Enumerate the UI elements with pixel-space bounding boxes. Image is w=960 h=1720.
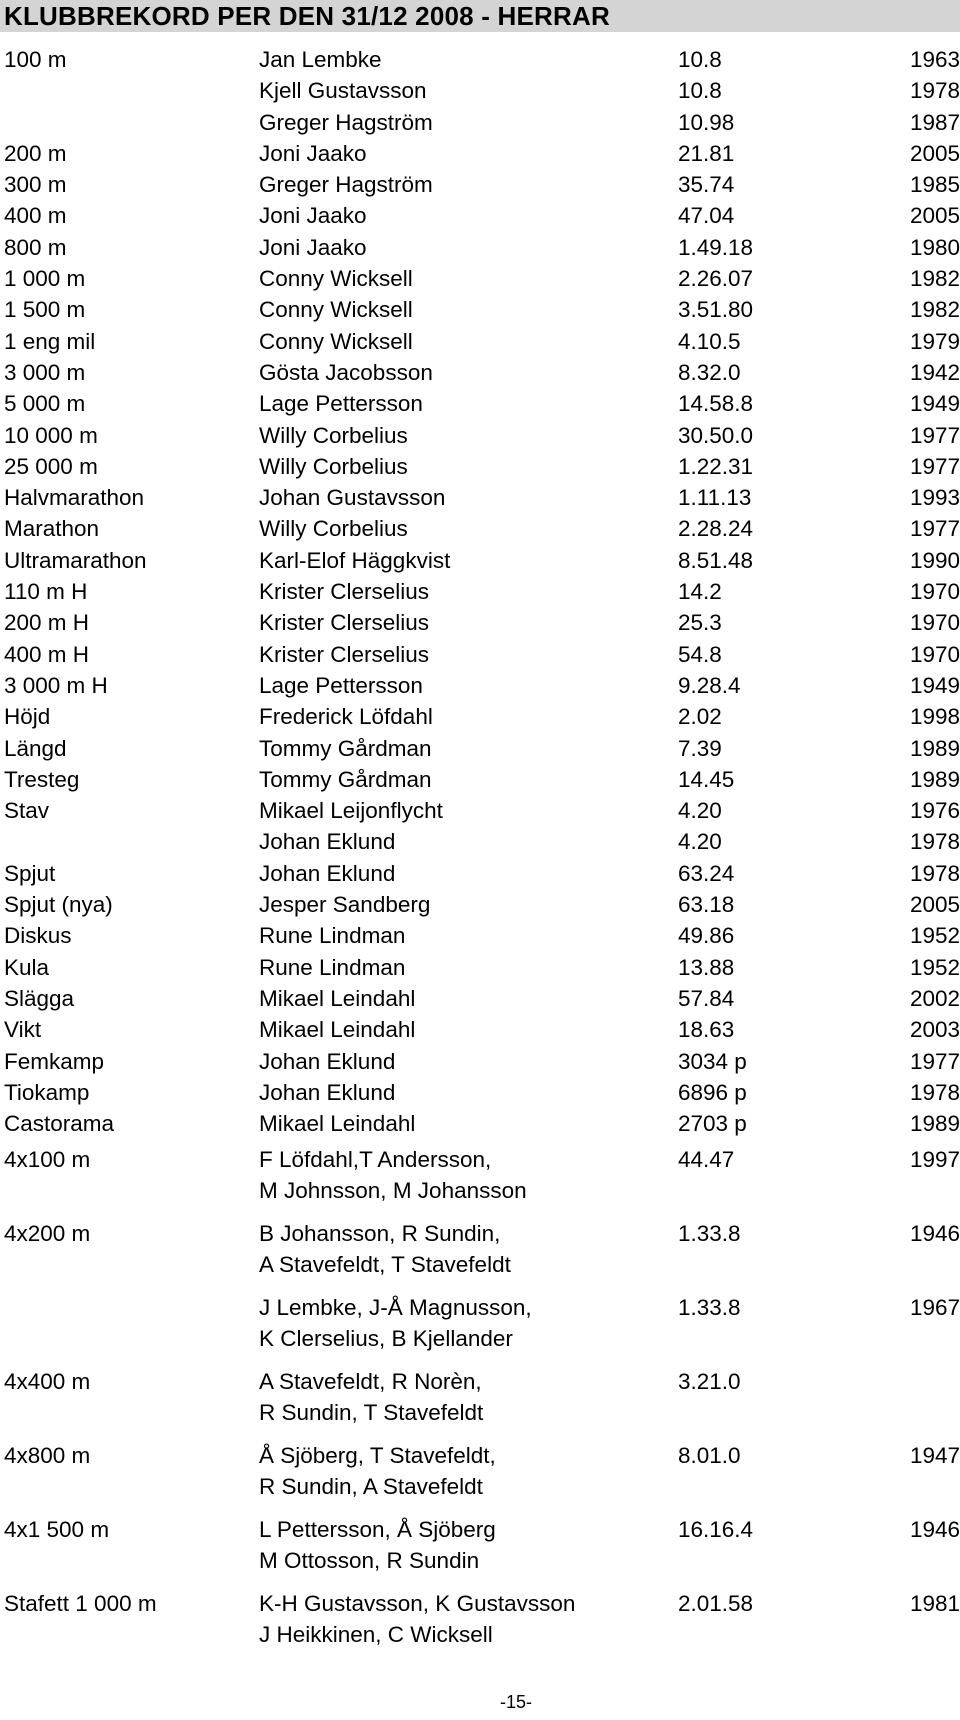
record-result: 47.04 [678, 203, 735, 229]
relay-result: 1.33.8 [678, 1221, 741, 1246]
record-event: Marathon [4, 516, 100, 542]
record-year: 1978 [909, 860, 960, 886]
relay-year: 1981 [909, 1591, 960, 1616]
record-result: 10.8 [678, 47, 722, 72]
record-event: 400 m [4, 203, 67, 229]
record-row [0, 263, 960, 294]
record-event: Femkamp [4, 1048, 105, 1074]
record-row [0, 482, 960, 513]
relay-result: 1.33.8 [678, 1295, 741, 1320]
page-title: KLUBBREKORD PER DEN 31/12 2008 - HERRAR [0, 0, 960, 32]
page-number: -15- [499, 1692, 532, 1712]
record-event: Spjut (nya) [4, 892, 113, 918]
record-event: Kula [4, 954, 50, 980]
record-athlete: Willy Corbelius [259, 422, 408, 448]
record-year: 1977 [909, 1048, 960, 1074]
record-athlete: Karl-Elof Häggkvist [259, 547, 451, 573]
record-year: 1976 [909, 798, 960, 824]
record-year: 1978 [909, 1079, 960, 1105]
relay-team-line-1: Å Sjöberg, T Stavefeldt, [259, 1443, 496, 1468]
record-row [0, 952, 960, 983]
record-row [0, 232, 960, 263]
record-event: Längd [4, 735, 67, 761]
record-athlete: Tommy Gårdman [259, 766, 432, 792]
relay-year: 1967 [909, 1295, 960, 1320]
record-result: 1.22.31 [678, 453, 754, 479]
record-result: 4.20 [678, 829, 722, 855]
record-athlete: Rune Lindman [259, 923, 406, 949]
record-result: 63.24 [678, 860, 735, 886]
record-athlete: Jesper Sandberg [259, 892, 431, 918]
relay-row [0, 1218, 960, 1280]
record-row [0, 733, 960, 764]
record-result: 8.32.0 [678, 359, 741, 385]
record-row [0, 639, 960, 670]
record-year: 1963 [909, 47, 960, 72]
relay-result: 8.01.0 [678, 1443, 741, 1468]
record-athlete: Johan Eklund [259, 1048, 396, 1074]
record-result: 14.2 [678, 579, 722, 605]
record-athlete: Kjell Gustavsson [259, 78, 427, 104]
record-row [0, 1108, 960, 1139]
record-row [0, 44, 960, 75]
relay-result: 3.21.0 [678, 1369, 741, 1394]
record-event: 1 000 m [4, 266, 86, 292]
record-result: 21.81 [678, 140, 735, 166]
record-athlete: Mikael Leindahl [259, 1111, 416, 1137]
record-year: 1985 [909, 172, 960, 198]
record-result: 3.51.80 [678, 297, 754, 323]
record-year: 1989 [909, 735, 960, 761]
record-result: 6896 p [678, 1079, 747, 1105]
record-row [0, 795, 960, 826]
record-year: 1970 [909, 610, 960, 636]
record-year: 1970 [909, 641, 960, 667]
relay-year: 1947 [909, 1443, 960, 1468]
record-row [0, 889, 960, 920]
relay-team-line-1: A Stavefeldt, R Norèn, [259, 1369, 482, 1394]
relay-result: 16.16.4 [678, 1517, 754, 1542]
record-result: 30.50.0 [678, 422, 754, 448]
record-athlete: Lage Pettersson [259, 391, 423, 417]
relay-event: Stafett 1 000 m [4, 1591, 157, 1616]
record-athlete: Lage Pettersson [259, 672, 423, 698]
record-result: 1.49.18 [678, 234, 754, 260]
relay-team-line-1: B Johansson, R Sundin, [259, 1221, 501, 1246]
record-event: Tresteg [4, 766, 80, 792]
relay-year: 1997 [909, 1147, 960, 1172]
record-event: 100 m [4, 47, 67, 72]
record-row [0, 107, 960, 138]
record-athlete: Conny Wicksell [259, 328, 413, 354]
record-result: 63.18 [678, 892, 735, 918]
record-row [0, 1077, 960, 1108]
record-event: 300 m [4, 172, 67, 198]
record-row [0, 826, 960, 857]
record-year: 1949 [909, 672, 960, 698]
record-row [0, 858, 960, 889]
record-athlete: Johan Eklund [259, 860, 396, 886]
record-event: Spjut [4, 860, 56, 886]
record-athlete: Mikael Leindahl [259, 1017, 416, 1043]
record-year: 2005 [909, 140, 960, 166]
record-athlete: Tommy Gårdman [259, 735, 432, 761]
relay-event: 4x1 500 m [4, 1517, 110, 1542]
record-athlete: Johan Eklund [259, 829, 396, 855]
record-athlete: Joni Jaako [259, 203, 367, 229]
relay-event: 4x200 m [4, 1221, 91, 1246]
record-event: 5 000 m [4, 391, 86, 417]
record-athlete: Johan Gustavsson [259, 485, 446, 511]
record-athlete: Mikael Leijonflycht [259, 798, 443, 824]
relay-year: 1946 [909, 1221, 960, 1246]
record-result: 1.11.13 [678, 485, 752, 511]
record-event: Diskus [4, 923, 72, 949]
record-row [0, 138, 960, 169]
record-row [0, 920, 960, 951]
record-year: 1970 [909, 579, 960, 605]
record-event: 110 m H [4, 579, 88, 605]
record-athlete: Willy Corbelius [259, 516, 408, 542]
record-event: Halvmarathon [4, 485, 145, 511]
record-row [0, 670, 960, 701]
record-event: Höjd [4, 704, 51, 730]
record-year: 1977 [909, 422, 960, 448]
relay-team-line-1: K-H Gustavsson, K Gustavsson [259, 1591, 576, 1616]
record-year: 1949 [909, 391, 960, 417]
relay-team-line-2: M Johnsson, M Johansson [259, 1178, 527, 1203]
record-athlete: Gösta Jacobsson [259, 359, 433, 385]
record-result: 3034 p [678, 1048, 747, 1074]
record-result: 14.45 [678, 766, 735, 792]
record-event: Slägga [4, 985, 75, 1011]
record-row [0, 294, 960, 325]
record-event: Vikt [4, 1017, 42, 1043]
relay-records-table [0, 1144, 960, 1662]
record-row [0, 1014, 960, 1045]
record-year: 1978 [909, 829, 960, 855]
record-year: 1978 [909, 78, 960, 104]
relay-team-line-1: L Pettersson, Å Sjöberg [259, 1517, 496, 1542]
record-row [0, 200, 960, 231]
record-year: 2003 [909, 1017, 960, 1043]
record-result: 10.8 [678, 78, 722, 104]
record-athlete: Joni Jaako [259, 234, 367, 260]
record-year: 1987 [909, 109, 960, 135]
record-result: 2703 p [678, 1111, 747, 1137]
record-event: 200 m [4, 140, 67, 166]
relay-row [0, 1292, 960, 1354]
record-event: Castorama [4, 1111, 115, 1137]
record-row [0, 420, 960, 451]
record-athlete: Rune Lindman [259, 954, 406, 980]
record-athlete: Krister Clerselius [259, 641, 430, 667]
record-athlete: Greger Hagström [259, 109, 433, 135]
record-year: 1989 [909, 1111, 960, 1137]
record-event: 800 m [4, 234, 67, 260]
relay-year: 1946 [909, 1517, 960, 1542]
record-year: 1942 [909, 359, 960, 385]
record-result: 25.3 [678, 610, 722, 636]
record-result: 9.28.4 [678, 672, 741, 698]
record-result: 7.39 [678, 735, 722, 761]
record-row [0, 983, 960, 1014]
relay-team-line-2: J Heikkinen, C Wicksell [259, 1622, 493, 1647]
relay-event: 4x800 m [4, 1443, 91, 1468]
record-athlete: Willy Corbelius [259, 453, 408, 479]
relay-team-line-1: J Lembke, J-Å Magnusson, [259, 1295, 532, 1320]
record-event: 1 eng mil [4, 328, 96, 354]
record-row [0, 513, 960, 544]
record-athlete: Mikael Leindahl [259, 985, 416, 1011]
relay-row [0, 1144, 960, 1206]
record-result: 2.28.24 [678, 516, 754, 542]
record-event: 400 m H [4, 641, 90, 667]
record-athlete: Johan Eklund [259, 1079, 396, 1105]
record-row [0, 75, 960, 106]
record-year: 1982 [909, 297, 960, 323]
record-year: 1982 [909, 266, 960, 292]
relay-row [0, 1440, 960, 1502]
record-row [0, 169, 960, 200]
record-event: Tiokamp [4, 1079, 90, 1105]
record-year: 2002 [909, 985, 960, 1011]
record-result: 2.02 [678, 704, 722, 730]
record-row [0, 1046, 960, 1077]
relay-team-line-1: F Löfdahl,T Andersson, [259, 1147, 492, 1172]
record-row [0, 576, 960, 607]
record-row [0, 764, 960, 795]
record-athlete: Greger Hagström [259, 172, 433, 198]
record-row [0, 388, 960, 419]
record-result: 18.63 [678, 1017, 735, 1043]
relay-team-line-2: R Sundin, A Stavefeldt [259, 1474, 483, 1499]
relay-team-line-2: A Stavefeldt, T Stavefeldt [259, 1252, 511, 1277]
record-result: 54.8 [678, 641, 722, 667]
record-athlete: Conny Wicksell [259, 297, 413, 323]
record-year: 1977 [909, 516, 960, 542]
relay-row [0, 1514, 960, 1576]
relay-team-line-2: M Ottosson, R Sundin [259, 1548, 480, 1573]
record-row [0, 607, 960, 638]
relay-team-line-2: R Sundin, T Stavefeldt [259, 1400, 484, 1425]
relay-team-line-2: K Clerselius, B Kjellander [259, 1326, 513, 1351]
record-result: 10.98 [678, 109, 735, 135]
record-year: 1989 [909, 766, 960, 792]
record-year: 1980 [909, 234, 960, 260]
record-result: 35.74 [678, 172, 735, 198]
relay-result: 44.47 [678, 1147, 735, 1172]
record-event: 10 000 m [4, 422, 98, 448]
record-athlete: Jan Lembke [259, 47, 382, 72]
record-result: 49.86 [678, 923, 735, 949]
record-year: 2005 [909, 892, 960, 918]
record-athlete: Krister Clerselius [259, 610, 430, 636]
record-athlete: Krister Clerselius [259, 579, 430, 605]
record-year: 1952 [909, 923, 960, 949]
record-year: 1998 [909, 704, 960, 730]
record-result: 2.26.07 [678, 266, 754, 292]
record-event: 3 000 m [4, 359, 86, 385]
record-year: 1952 [909, 954, 960, 980]
record-row [0, 326, 960, 357]
record-event: 25 000 m [4, 453, 98, 479]
record-result: 4.20 [678, 798, 722, 824]
record-row [0, 357, 960, 388]
relay-event: 4x100 m [4, 1147, 91, 1172]
record-year: 1979 [909, 328, 960, 354]
record-athlete: Frederick Löfdahl [259, 704, 433, 730]
record-year: 1977 [909, 453, 960, 479]
record-event: 3 000 m H [4, 672, 108, 698]
record-event: Stav [4, 798, 50, 824]
record-event: 1 500 m [4, 297, 86, 323]
record-result: 57.84 [678, 985, 735, 1011]
relay-row [0, 1588, 960, 1650]
record-result: 8.51.48 [678, 547, 754, 573]
record-event: Ultramarathon [4, 547, 147, 573]
record-year: 1993 [909, 485, 960, 511]
record-athlete: Joni Jaako [259, 140, 367, 166]
record-result: 4.10.5 [678, 328, 741, 354]
record-row [0, 451, 960, 482]
record-row [0, 545, 960, 576]
record-result: 14.58.8 [678, 391, 754, 417]
record-row [0, 701, 960, 732]
relay-result: 2.01.58 [678, 1591, 754, 1616]
record-year: 2005 [909, 203, 960, 229]
relay-row [0, 1366, 960, 1428]
relay-event: 4x400 m [4, 1369, 91, 1394]
record-event: 200 m H [4, 610, 90, 636]
record-year: 1990 [909, 547, 960, 573]
records-table [0, 44, 960, 1139]
record-result: 13.88 [678, 954, 735, 980]
record-athlete: Conny Wicksell [259, 266, 413, 292]
